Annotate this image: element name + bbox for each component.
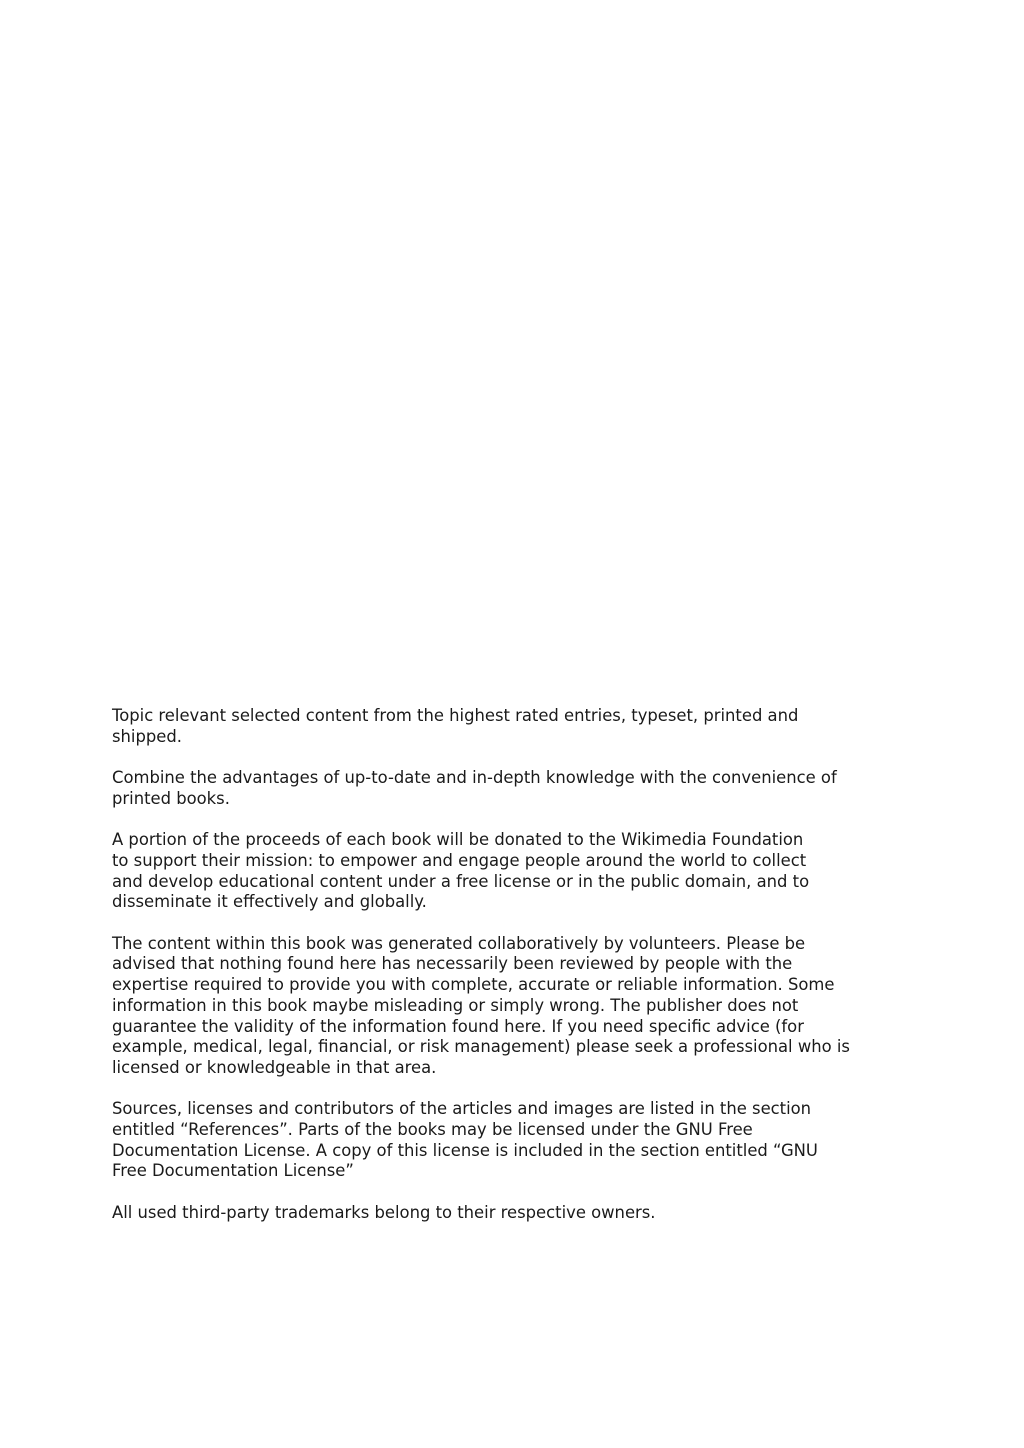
text-line: example, medical, legal, financial, or risk management) please seek a professional who is	[112, 1037, 850, 1057]
text-line: Free Documentation License”	[112, 1161, 354, 1181]
text-line: Documentation License. A copy of this license is included in the section entitled “GNU	[112, 1140, 818, 1160]
text-line: expertise required to provide you with complete, accurate or reliable information. Some	[112, 975, 835, 995]
paragraph-volunteer-disclaimer	[112, 934, 912, 1079]
text-line: printed books.	[112, 788, 230, 808]
text-line: Combine the advantages of up-to-date and in-depth knowledge with the convenience of	[112, 768, 837, 788]
text-line: entitled “References”. Parts of the books may be licensed under the GNU Free	[112, 1120, 753, 1139]
text-line: guarantee the validity of the information found here. If you need specific advice (for	[112, 1016, 804, 1036]
text-line: shipped.	[112, 726, 182, 746]
text-line: Sources, licenses and contributors of the articles and images are listed in the section	[112, 1099, 812, 1119]
text-line: Topic relevant selected content from the highest rated entries, typeset, printed and	[112, 706, 799, 725]
text-line: disseminate it effectively and globally.	[112, 892, 427, 912]
paragraph-wikimedia-donation	[112, 830, 912, 913]
text-line: and develop educational content under a free license or in the public domain, and to	[112, 871, 810, 891]
disclaimer-text-block	[112, 706, 912, 1224]
text-line: advised that nothing found here has necessarily been reviewed by people with the	[112, 954, 793, 974]
text-line: All used third-party trademarks belong to their respective owners.	[112, 1202, 656, 1222]
paragraph-combine-advantages	[112, 768, 912, 809]
text-line: The content within this book was generated collaboratively by volunteers. Please be	[112, 933, 806, 953]
paragraph-topic-relevant	[112, 706, 912, 747]
paragraph-sources-licenses	[112, 1099, 912, 1182]
text-line: A portion of the proceeds of each book will be donated to the Wikimedia Foundation	[112, 830, 804, 850]
text-line: licensed or knowledgeable in that area.	[112, 1057, 437, 1077]
paragraph-trademarks	[112, 1203, 912, 1224]
text-line: information in this book maybe misleading or simply wrong. The publisher does not	[112, 995, 799, 1015]
text-line: to support their mission: to empower and engage people around the world to collect	[112, 850, 807, 870]
